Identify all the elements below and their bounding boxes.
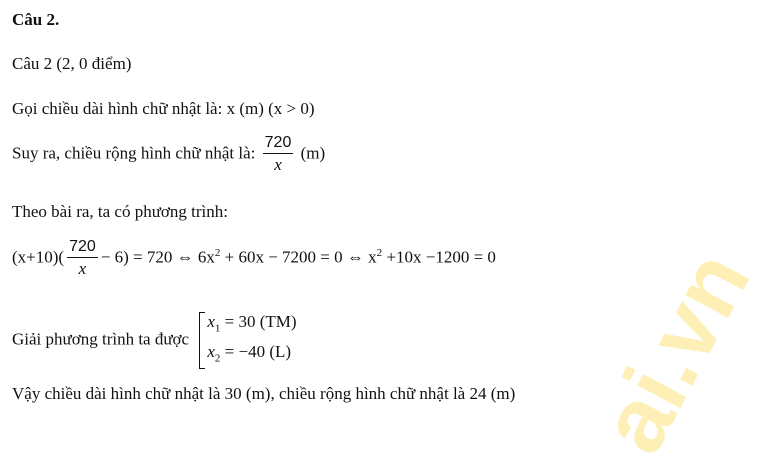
line2-unit: (m) — [300, 143, 326, 163]
equation-line — [12, 238, 496, 279]
question-heading: Câu 2. — [12, 10, 60, 29]
solution-system — [197, 310, 296, 371]
solution-row-2 — [207, 340, 296, 370]
row1-variable: x — [207, 312, 215, 331]
watermark-text: ai.vn — [580, 235, 770, 469]
row2-subscript: 2 — [214, 352, 221, 365]
row2-variable: x — [207, 342, 215, 362]
conclusion-line: Vậy chiều dài hình chữ nhật là 30 (m), chiều rộng hình chữ nhật là 24 (m) — [12, 384, 516, 403]
equation-exponent-2: 2 — [376, 246, 383, 259]
solution-line — [12, 310, 297, 371]
row1-subscript: 1 — [214, 322, 221, 335]
question-subheading: Câu 2 (2, 0 điểm) — [12, 54, 132, 73]
text-line-3: Theo bài ra, ta có phương trình: — [12, 202, 229, 221]
equation-part-3: +10x −1200 = 0 — [382, 247, 496, 267]
equation-fraction-denominator: x — [78, 259, 87, 278]
fraction-numerator: 720 — [263, 134, 294, 154]
row1-value: = 30 (TM) — [220, 312, 297, 331]
line2-text: Suy ra, chiều rộng hình chữ nhật là: — [12, 143, 256, 163]
solution-row-1 — [207, 310, 296, 340]
equation-left: (x+10)( — [12, 247, 65, 267]
row2-value: = −40 (L) — [220, 342, 292, 362]
equation-part-2: + 60x − 7200 = 0 ⇔ x — [220, 247, 377, 267]
solution-text: Giải phương trình ta được — [12, 329, 190, 349]
text-line-1: Gọi chiều dài hình chữ nhật là: x (m) (x > 0) — [12, 99, 315, 118]
watermark — [560, 60, 780, 469]
equation-fraction-numerator: 720 — [67, 238, 98, 258]
equation-exponent-1: 2 — [214, 246, 221, 259]
equation-middle: − 6) = 720 ⇔ 6x — [100, 247, 215, 267]
fraction-720-over-x — [263, 134, 294, 175]
text-line-2 — [12, 134, 325, 175]
fraction-denominator: x — [274, 155, 282, 174]
equation-fraction — [67, 238, 98, 279]
